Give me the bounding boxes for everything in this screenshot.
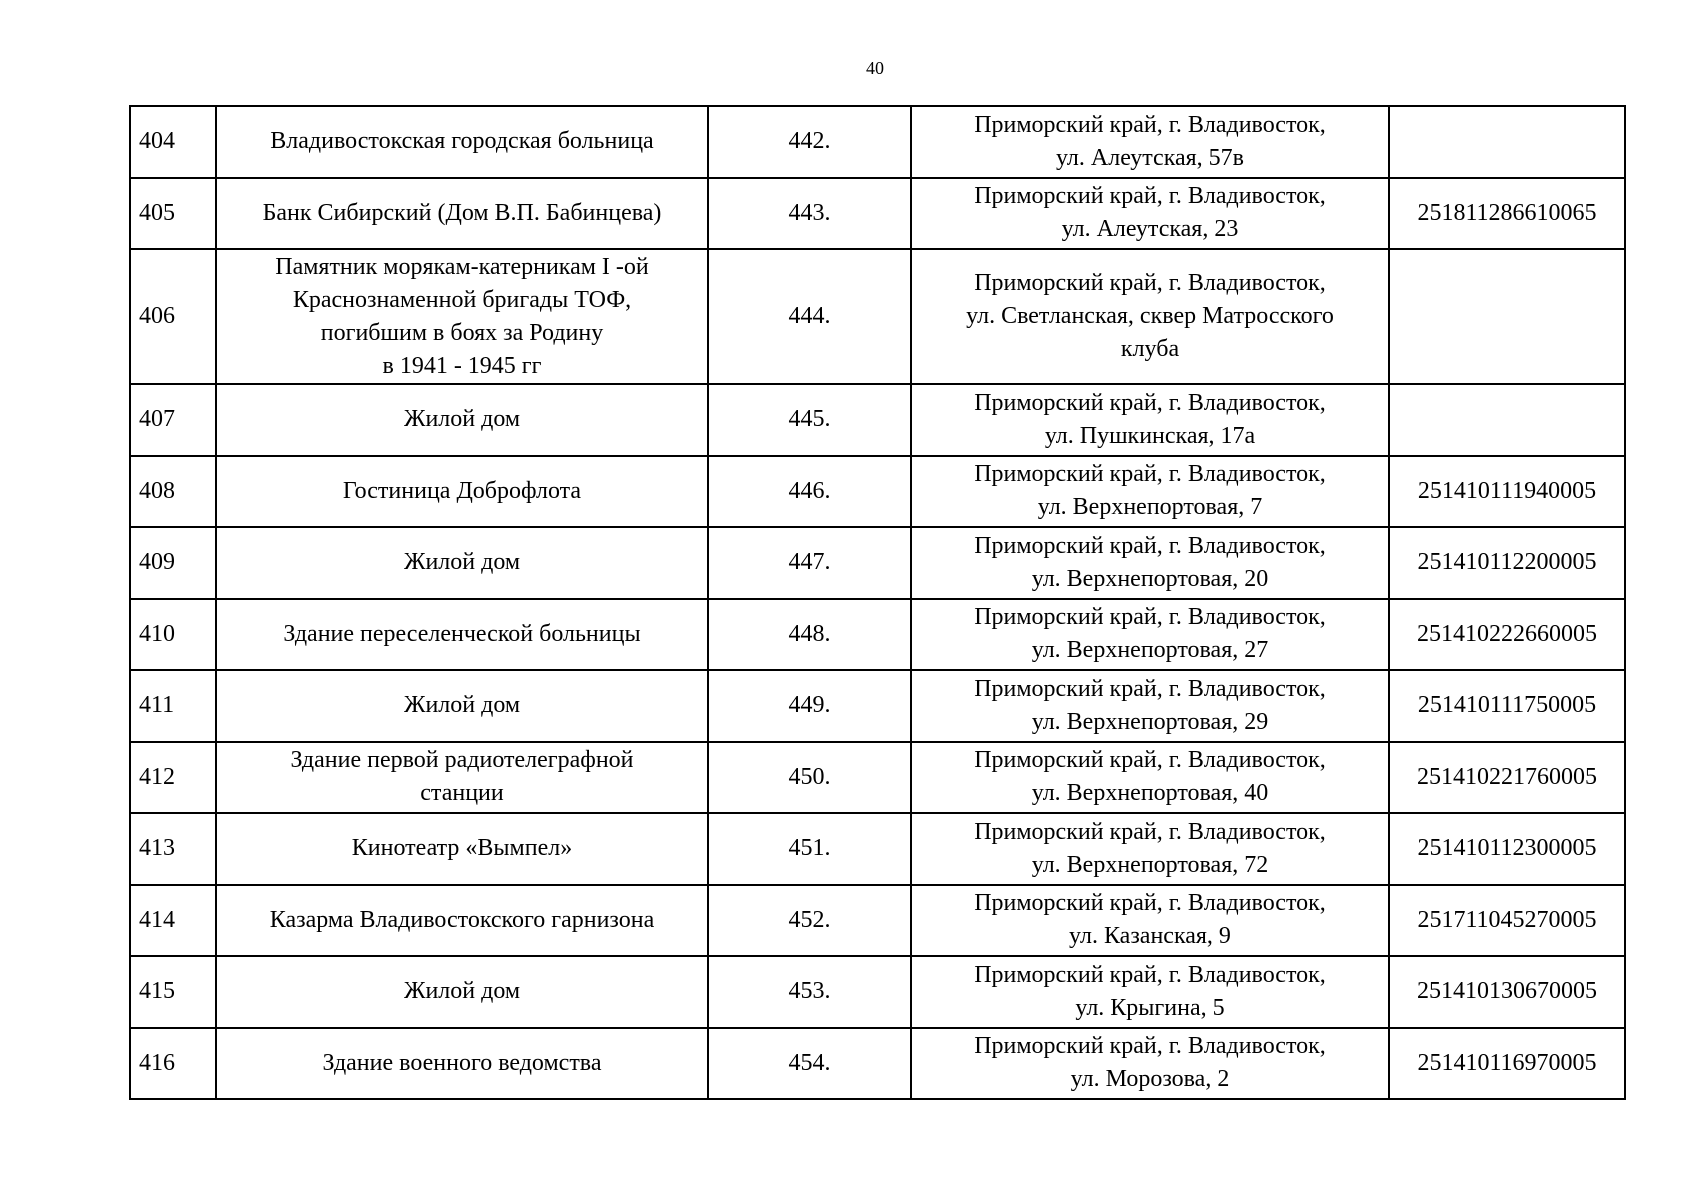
object-name-cell (216, 106, 708, 178)
object-address-line: ул. Алеутская, 57в (1055, 144, 1245, 171)
object-address-line: ул. Казанская, 9 (1069, 923, 1231, 950)
object-name-cell (216, 1028, 708, 1100)
object-address-cell (911, 956, 1389, 1028)
object-address-cell (911, 599, 1389, 671)
object-address-line: Приморский край, г. Владивосток, (974, 183, 1326, 210)
object-name-cell (216, 384, 708, 456)
object-name-line: Владивостокская городская больница (270, 128, 654, 155)
object-address-line: Приморский край, г. Владивосток, (974, 747, 1326, 774)
object-name-cell (216, 178, 708, 250)
object-index-cell: 454. (708, 1028, 911, 1100)
object-name-cell (216, 527, 708, 599)
object-address-line: Приморский край, г. Владивосток, (974, 961, 1326, 988)
registry-code-cell: 251410111940005 (1389, 456, 1625, 528)
object-address-line: Приморский край, г. Владивосток, (974, 1033, 1326, 1060)
registry-code-cell: 251410130670005 (1389, 956, 1625, 1028)
object-address-cell (911, 106, 1389, 178)
registry-code-cell: 251410112300005 (1389, 813, 1625, 885)
object-address-line: ул. Верхнепортовая, 20 (1031, 565, 1269, 592)
object-name-line: станции (420, 780, 504, 807)
object-name-cell (216, 599, 708, 671)
registry-code-cell (1389, 106, 1625, 178)
table-row (130, 384, 1625, 456)
object-address-line: ул. Алеутская, 23 (1061, 216, 1239, 243)
object-name-cell (216, 742, 708, 814)
object-name-line: Кинотеатр «Вымпел» (351, 835, 573, 862)
object-name-cell (216, 456, 708, 528)
object-number-cell: 412 (130, 742, 216, 814)
object-name-line: Жилой дом (403, 406, 521, 433)
registry-code-cell: 251410111750005 (1389, 670, 1625, 742)
registry-code-cell: 251410221760005 (1389, 742, 1625, 814)
page-number: 40 (866, 58, 884, 78)
object-address-line: ул. Верхнепортовая, 40 (1031, 780, 1269, 807)
object-address-line: клуба (1120, 336, 1180, 362)
object-address-cell (911, 670, 1389, 742)
object-address-cell (911, 742, 1389, 814)
object-index-cell: 447. (708, 527, 911, 599)
object-address-line: ул. Верхнепортовая, 27 (1031, 637, 1269, 664)
object-number-cell: 416 (130, 1028, 216, 1100)
object-address-line: ул. Морозова, 2 (1070, 1066, 1230, 1093)
object-number-cell: 406 (130, 249, 216, 384)
object-name-line: Здание переселенческой больницы (283, 620, 641, 647)
table-row (130, 527, 1625, 599)
object-address-line: Приморский край, г. Владивосток, (974, 111, 1326, 138)
object-name-line: погибшим в боях за Родину (320, 319, 604, 346)
object-address-line: Приморский край, г. Владивосток, (974, 890, 1326, 917)
object-name-line: Здание военного ведомства (322, 1049, 602, 1076)
object-index-cell: 446. (708, 456, 911, 528)
object-name-line: Банк Сибирский (Дом В.П. Бабинцева) (262, 199, 662, 226)
object-name-line: Жилой дом (403, 978, 521, 1005)
object-index-cell: 448. (708, 599, 911, 671)
object-index-cell: 442. (708, 106, 911, 178)
registry-code-cell: 251410112200005 (1389, 527, 1625, 599)
object-address-line: Приморский край, г. Владивосток, (974, 389, 1326, 416)
object-index-cell: 450. (708, 742, 911, 814)
heritage-registry-table (129, 105, 1626, 1100)
object-address-cell (911, 178, 1389, 250)
object-address-cell (911, 813, 1389, 885)
object-name-line: Гостиница Доброфлота (342, 477, 582, 504)
object-name-line: в 1941 - 1945 гг (382, 352, 542, 379)
object-number-cell: 405 (130, 178, 216, 250)
object-address-line: Приморский край, г. Владивосток, (974, 604, 1326, 631)
object-address-cell (911, 249, 1389, 384)
object-number-cell: 414 (130, 885, 216, 957)
object-name-line: Жилой дом (403, 692, 521, 719)
object-index-cell: 443. (708, 178, 911, 250)
object-number-cell: 409 (130, 527, 216, 599)
table-row (130, 599, 1625, 671)
registry-code-cell (1389, 384, 1625, 456)
object-address-cell (911, 456, 1389, 528)
object-address-cell (911, 384, 1389, 456)
registry-code-cell: 251811286610065 (1389, 178, 1625, 250)
object-number-cell: 407 (130, 384, 216, 456)
object-name-line: Жилой дом (403, 549, 521, 576)
object-name-cell (216, 956, 708, 1028)
object-index-cell: 449. (708, 670, 911, 742)
object-name-line: Здание первой радиотелеграфной (290, 747, 634, 774)
object-name-line: Краснознаменной бригады ТОФ, (292, 286, 632, 313)
object-address-line: Приморский край, г. Владивосток, (974, 532, 1326, 559)
table-row (130, 813, 1625, 885)
object-address-line: ул. Пушкинская, 17а (1044, 422, 1256, 449)
object-name-line: Памятник морякам-катерникам I -ой (275, 253, 649, 280)
object-number-cell: 411 (130, 670, 216, 742)
object-address-line: ул. Верхнепортовая, 29 (1031, 708, 1269, 735)
registry-code-cell (1389, 249, 1625, 384)
object-number-cell: 410 (130, 599, 216, 671)
object-address-line: ул. Верхнепортовая, 72 (1031, 851, 1269, 878)
table-row (130, 178, 1625, 250)
table-row (130, 956, 1625, 1028)
object-name-cell (216, 885, 708, 957)
object-address-line: Приморский край, г. Владивосток, (974, 270, 1326, 296)
object-index-cell: 453. (708, 956, 911, 1028)
object-address-cell (911, 885, 1389, 957)
table-row (130, 670, 1625, 742)
object-index-cell: 444. (708, 249, 911, 384)
object-address-line: Приморский край, г. Владивосток, (974, 461, 1326, 488)
object-index-cell: 451. (708, 813, 911, 885)
object-address-line: Приморский край, г. Владивосток, (974, 675, 1326, 702)
object-address-line: ул. Верхнепортовая, 7 (1037, 494, 1263, 521)
registry-code-cell: 251410222660005 (1389, 599, 1625, 671)
table-row (130, 106, 1625, 178)
object-name-line: Казарма Владивостокского гарнизона (269, 906, 655, 933)
object-number-cell: 408 (130, 456, 216, 528)
registry-table-body (130, 106, 1625, 1099)
table-row (130, 1028, 1625, 1100)
registry-code-cell: 251410116970005 (1389, 1028, 1625, 1100)
table-row (130, 249, 1625, 384)
object-name-cell (216, 249, 708, 384)
object-name-cell (216, 813, 708, 885)
table-row (130, 456, 1625, 528)
object-address-line: ул. Крыгина, 5 (1075, 994, 1225, 1021)
object-address-line: Приморский край, г. Владивосток, (974, 818, 1326, 845)
object-number-cell: 415 (130, 956, 216, 1028)
object-address-cell (911, 1028, 1389, 1100)
object-address-cell (911, 527, 1389, 599)
table-row (130, 885, 1625, 957)
object-address-line: ул. Светланская, сквер Матросского (966, 303, 1334, 329)
registry-code-cell: 251711045270005 (1389, 885, 1625, 957)
object-index-cell: 445. (708, 384, 911, 456)
object-number-cell: 413 (130, 813, 216, 885)
object-name-cell (216, 670, 708, 742)
object-index-cell: 452. (708, 885, 911, 957)
table-row (130, 742, 1625, 814)
object-number-cell: 404 (130, 106, 216, 178)
